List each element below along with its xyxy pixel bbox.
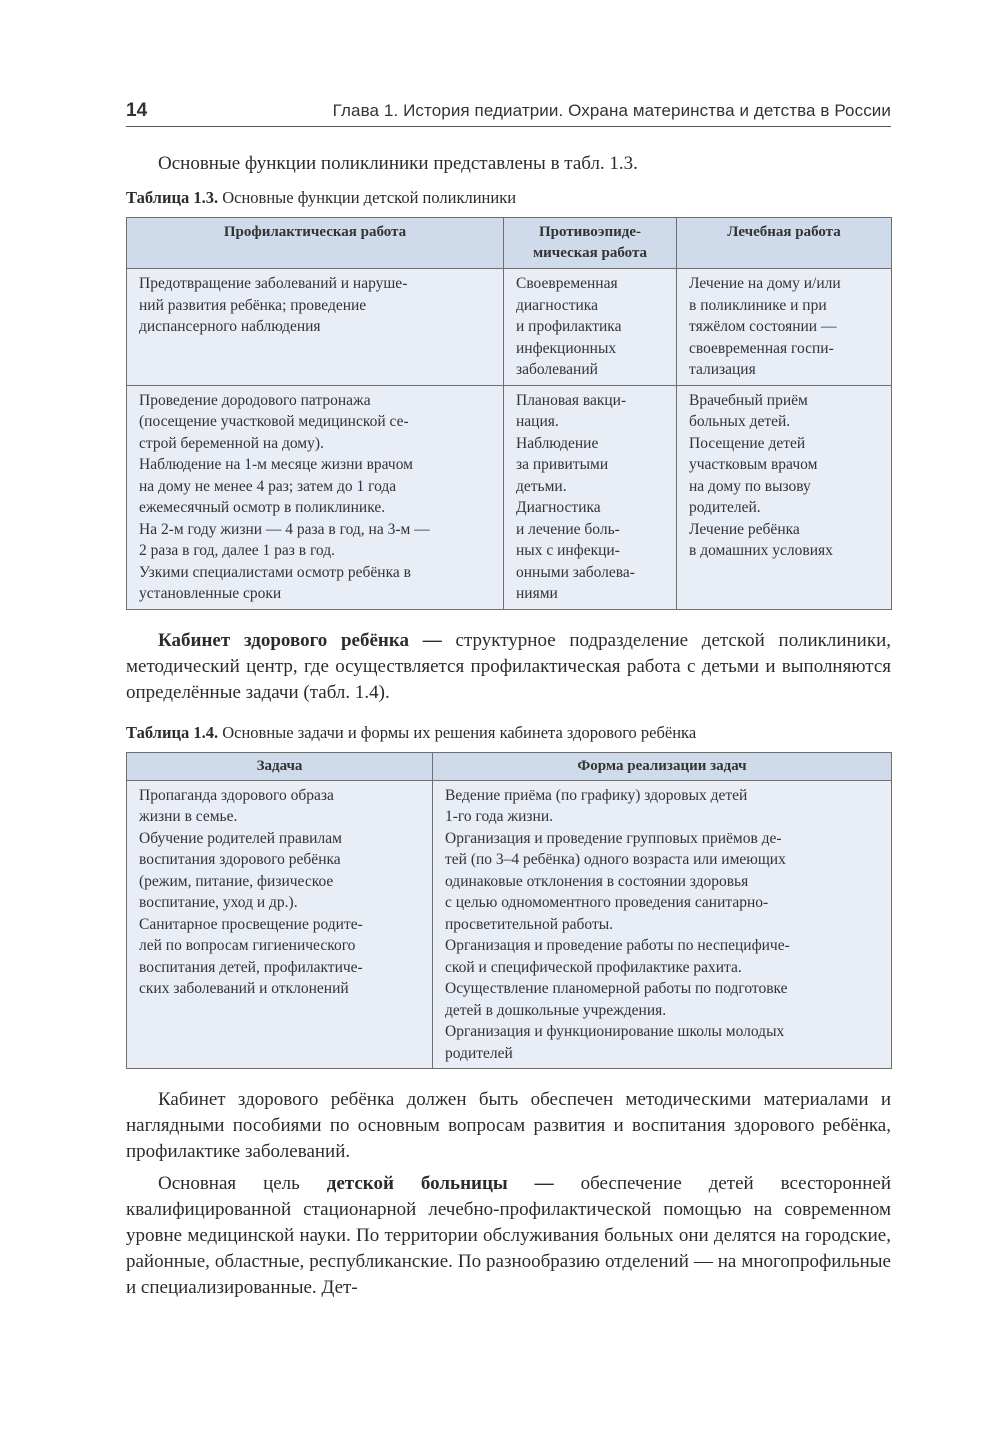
table-1-4 bbox=[126, 752, 892, 1070]
cell-line: ской и специфической профилактике рахита. bbox=[445, 958, 742, 976]
cell-line: больных детей. bbox=[689, 413, 791, 430]
cell-line: Обучение родителей правилам bbox=[139, 829, 342, 847]
table-1-3-label: Таблица 1.3. bbox=[126, 188, 219, 207]
table-cell bbox=[504, 269, 677, 386]
cell-line: Организация и проведение работы по неспецифиче- bbox=[445, 937, 790, 954]
table-cell bbox=[677, 269, 892, 386]
table-row bbox=[127, 780, 892, 1069]
page-number: 14 bbox=[126, 100, 148, 121]
cell-line: в домашних условиях bbox=[689, 542, 833, 559]
cell-line: (посещение участковой медицинской се- bbox=[139, 413, 409, 430]
table-1-3-header: Лечебная работа bbox=[677, 218, 892, 269]
cell-line: Наблюдение на 1-м месяце жизни врачом bbox=[139, 456, 413, 473]
table-cell bbox=[677, 385, 892, 609]
table-1-4-header: Форма реализации задач bbox=[433, 752, 892, 780]
cell-line: Своевременная bbox=[516, 275, 618, 292]
table-1-3-header-row bbox=[127, 218, 892, 269]
cell-line: ских заболеваний и отклонений bbox=[139, 980, 349, 997]
cell-line: детьми. bbox=[516, 477, 567, 495]
cell-line: ежемесячный осмотр в поликлинике. bbox=[139, 499, 386, 516]
cell-line: установленные сроки bbox=[139, 585, 282, 602]
table-1-4-header: Задача bbox=[127, 752, 433, 780]
cell-line: Лечение ребёнка bbox=[689, 520, 800, 538]
table-1-3 bbox=[126, 217, 892, 610]
cell-line: Наблюдение bbox=[516, 434, 599, 452]
cell-line: инфекционных bbox=[516, 339, 617, 357]
cell-line: Врачебный приём bbox=[689, 391, 808, 409]
cell-line: воспитания детей, профилактиче- bbox=[139, 958, 363, 976]
cell-line: строй беременной на дому). bbox=[139, 434, 324, 452]
cabinet-paragraph bbox=[126, 628, 891, 706]
cell-line: Посещение детей bbox=[689, 434, 806, 452]
cell-line: детей в дошкольные учреждения. bbox=[445, 1001, 667, 1019]
cell-line: тяжёлом состоянии — bbox=[689, 318, 837, 335]
table-cell bbox=[504, 385, 677, 609]
cell-line: родителей. bbox=[689, 499, 761, 516]
cell-line: Диагностика bbox=[516, 499, 601, 516]
table-1-3-caption bbox=[126, 187, 891, 209]
cell-line: Пропаганда здорового образа bbox=[139, 786, 334, 804]
table-1-3-title: Основные функции детской поликлиники bbox=[222, 188, 517, 207]
table-cell bbox=[433, 780, 892, 1069]
running-header bbox=[126, 100, 891, 127]
cell-line: нация. bbox=[516, 413, 559, 430]
table-cell bbox=[127, 269, 504, 386]
cell-line: жизни в семье. bbox=[139, 808, 238, 825]
cell-line: воспитание, уход и др.). bbox=[139, 894, 298, 911]
cell-line: тализация bbox=[689, 361, 756, 378]
table-1-3-header: Противоэпиде-мическая работа bbox=[504, 218, 677, 269]
chapter-title: Глава 1. История педиатрии. Охрана материнства и детства в России bbox=[332, 101, 891, 120]
cell-line: за привитыми bbox=[516, 456, 609, 473]
cell-line: ний развития ребёнка; проведение bbox=[139, 296, 367, 314]
cell-line: Лечение на дому и/или bbox=[689, 275, 841, 292]
table-cell bbox=[127, 385, 504, 609]
cell-line: (режим, питание, физическое bbox=[139, 872, 334, 890]
cell-line: просветительной работы. bbox=[445, 915, 614, 933]
cell-line: ниями bbox=[516, 585, 558, 602]
cabinet-equipment-paragraph: Кабинет здорового ребёнка должен быть обеспечен методическими материалами и наглядными пособиями по основным вопросам развития и воспитания здорового ребёнка, профилактике заболеваний. bbox=[126, 1089, 891, 1162]
cell-line: в поликлинике и при bbox=[689, 296, 827, 314]
cell-line: Ведение приёма (по графику) здоровых детей bbox=[445, 786, 748, 804]
hospital-text: обеспечение детей всесторонней квалифицированной стационарной лечебно-профилактической помощью на современном уровне медицинской науки. По территории обслуживания больных они делятся на городские, районные, областные, республиканские. По разнообразию отделений — на многопрофильные и специализированные. Дет- bbox=[126, 1173, 891, 1298]
cell-line: Санитарное просвещение родите- bbox=[139, 915, 363, 933]
cell-line: На 2-м году жизни — 4 раза в год, на 3-м — bbox=[139, 520, 430, 538]
cell-line: Предотвращение заболеваний и наруше- bbox=[139, 275, 408, 292]
cell-line: участковым врачом bbox=[689, 456, 818, 473]
cell-line: лей по вопросам гигиенического bbox=[139, 937, 356, 954]
cell-line: диспансерного наблюдения bbox=[139, 318, 321, 335]
intro-paragraph: Основные функции поликлиники представлены в табл. 1.3. bbox=[158, 153, 638, 174]
cell-line: Плановая вакци- bbox=[516, 391, 627, 409]
table-1-4-header-row bbox=[127, 752, 892, 780]
cell-line: диагностика bbox=[516, 296, 598, 314]
cell-line: воспитания здорового ребёнка bbox=[139, 851, 341, 868]
hospital-term: детской больницы — bbox=[326, 1173, 554, 1194]
cell-line: родителей bbox=[445, 1044, 513, 1062]
table-1-4-caption bbox=[126, 722, 891, 744]
table-1-3-header: Профилактическая работа bbox=[127, 218, 504, 269]
table-row bbox=[127, 269, 892, 386]
cell-line: на дому по вызову bbox=[689, 477, 811, 495]
cell-line: Проведение дородового патронажа bbox=[139, 391, 371, 409]
cell-line: одинаковые отклонения в состоянии здоровья bbox=[445, 872, 749, 890]
cell-line: 2 раза в год, далее 1 раз в год. bbox=[139, 542, 335, 559]
cell-line: и профилактика bbox=[516, 318, 622, 335]
cell-line: Организация и проведение групповых приёмов де- bbox=[445, 829, 782, 847]
table-cell bbox=[127, 780, 433, 1069]
cell-line: 1-го года жизни. bbox=[445, 808, 554, 825]
cell-line: тей (по 3–4 ребёнка) одного возраста или имеющих bbox=[445, 851, 786, 868]
table-row bbox=[127, 385, 892, 609]
cell-line: Осуществление планомерной работы по подготовке bbox=[445, 980, 788, 997]
page bbox=[126, 100, 891, 1301]
table-1-4-title: Основные задачи и формы их решения кабинета здорового ребёнка bbox=[222, 722, 697, 742]
cell-line: своевременная госпи- bbox=[689, 339, 834, 357]
cell-line: с целью одномоментного проведения санитарно- bbox=[445, 894, 769, 911]
cell-line: онными заболева- bbox=[516, 563, 635, 581]
hospital-prefix: Основная цель bbox=[158, 1173, 327, 1194]
hospital-paragraph bbox=[126, 1171, 891, 1301]
cell-line: заболеваний bbox=[516, 361, 598, 378]
cabinet-term: Кабинет здорового ребёнка — bbox=[158, 629, 442, 651]
cell-line: Узкими специалистами осмотр ребёнка в bbox=[139, 563, 411, 581]
cell-line: ных с инфекци- bbox=[516, 542, 620, 559]
cell-line: Организация и функционирование школы молодых bbox=[445, 1023, 785, 1040]
cabinet-definition: структурное подразделение детской поликлиники, методический центр, где осуществляется профилактическая работа с детьми и выполняются определённые задачи (табл. 1.4). bbox=[126, 629, 891, 703]
table-1-4-label: Таблица 1.4. bbox=[126, 722, 219, 742]
cell-line: и лечение боль- bbox=[516, 520, 620, 538]
cell-line: на дому не менее 4 раз; затем до 1 года bbox=[139, 477, 397, 495]
